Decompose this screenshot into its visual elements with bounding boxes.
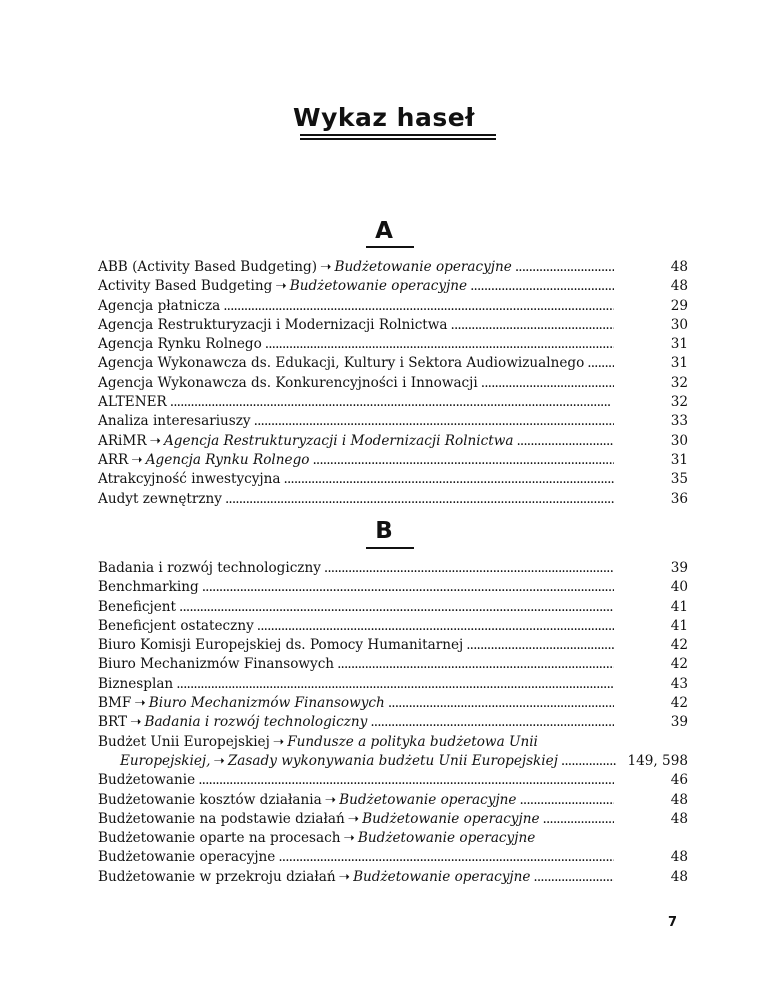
index-entry [98,694,688,713]
entry-term: Budżetowanie oparte na procesach [98,830,341,847]
entry-see-reference: Budżetowanie operacyjne [339,791,517,808]
entry-page: 36 [670,490,688,507]
dot-leader [284,470,614,489]
entry-page: 42 [670,695,688,712]
entry-label [98,752,558,771]
entry-page: 48 [670,791,688,808]
entry-term: Budżetowanie w przekroju działań [98,868,336,885]
entry-term: Agencja Wykonawcza ds. Konkurencyjności i Innowacji [98,374,478,391]
entry-term: Activity Based Budgeting [98,278,273,295]
entry-term: Beneficjent [98,598,176,615]
entry-page: 39 [670,714,688,731]
entry-label [98,297,220,316]
title-underline-second [300,138,496,140]
index-entry [98,733,688,752]
entry-term: Budżetowanie na podstawie działań [98,810,345,827]
entry-label [98,617,254,636]
entry-label [98,848,275,867]
entry-term: Agencja Wykonawcza ds. Edukacji, Kultury i Sektora Audiowizualnego [98,355,585,372]
entry-term: Biuro Komisji Europejskiej ds. Pomocy Humanitarnej [98,637,464,654]
dot-leader [466,636,613,655]
entry-page: 39 [670,560,688,576]
entry-term: Budżet Unii Europejskiej [98,733,270,750]
entry-label [98,675,173,694]
index-entry [98,316,688,335]
entry-label [98,733,538,752]
see-arrow-icon: ➝ [338,868,351,885]
page-title: Wykaz haseł [293,103,475,132]
dot-leader [170,393,614,412]
entry-term: Agencja Rynku Rolnego [98,336,262,353]
entry-term: Beneficjent ostateczny [98,617,254,634]
entry-label [98,451,309,470]
dot-leader [265,335,614,354]
entry-see-reference: Budżetowanie operacyjne [289,278,468,295]
dot-leader [533,868,613,887]
dot-leader [370,713,613,732]
index-entry [98,598,688,617]
entry-term: ARiMR [98,432,147,449]
entry-label [98,277,467,296]
entry-page: 41 [670,617,688,634]
entry-page: 42 [670,637,688,654]
dot-leader [198,771,614,790]
index-entry [98,451,688,470]
see-arrow-icon: ➝ [213,752,225,769]
entry-page: 31 [670,451,688,468]
dot-leader [179,598,614,617]
index-entry [98,829,688,848]
see-arrow-icon: ➝ [130,714,142,731]
index-section-b [98,559,688,887]
see-arrow-icon: ➝ [343,830,355,847]
page-number: 7 [668,915,678,930]
entry-label [98,393,167,412]
dot-leader [388,694,614,713]
dot-leader [202,578,614,597]
entry-label [98,470,281,489]
entry-page: 30 [670,316,688,333]
entry-page: 32 [670,394,688,411]
index-entry [98,868,688,887]
entry-see-reference: Agencja Restrukturyzacji i Modernizacji Rolnictwa [163,432,514,449]
entry-label [98,655,334,674]
entry-label [98,374,478,393]
dot-leader [257,617,614,636]
entry-term: Budżetowanie [98,772,196,789]
entry-term: Agencja Restrukturyzacji i Modernizacji Rolnictwa [98,316,448,333]
entry-page: 32 [670,374,688,391]
entry-page: 48 [670,259,688,275]
entry-term: ALTENER [98,394,167,411]
index-entry [98,636,688,655]
entry-label [98,810,540,829]
see-arrow-icon: ➝ [149,432,161,449]
section-letter-a: A [375,218,393,244]
dot-leader [451,316,614,335]
dot-leader [516,432,613,451]
see-arrow-icon: ➝ [134,695,146,712]
entry-page: 48 [670,278,688,295]
entry-term: Audyt zewnętrzny [98,490,222,507]
see-arrow-icon: ➝ [131,451,143,468]
dot-leader [481,374,614,393]
dot-leader [337,655,614,674]
entry-see-reference: Zasady wykonywania budżetu Unii Europejskiej [227,752,558,769]
entry-page: 41 [670,598,688,615]
index-entry [98,617,688,636]
dot-leader [223,297,613,316]
entry-page: 30 [670,432,688,449]
entry-term: Atrakcyjność inwestycyjna [98,471,281,488]
dot-leader [176,675,614,694]
entry-page: 33 [670,413,688,430]
dot-leader [312,451,613,470]
index-entry [98,393,688,412]
entry-page: 48 [670,810,688,827]
entry-term: ARR [98,451,129,468]
index-entry [98,675,688,694]
index-entry [98,578,688,597]
dot-leader [254,412,614,431]
section-letter-a-underline [366,246,414,248]
entry-page: 35 [670,471,688,488]
index-entry [98,752,688,771]
entry-label [98,713,367,732]
entry-term: Budżetowanie operacyjne [98,849,276,866]
entry-label [98,258,512,277]
entry-page: 42 [670,656,688,673]
entry-label [98,829,535,848]
entry-label [98,598,176,617]
entry-label [98,636,463,655]
entry-term: ABB (Activity Based Budgeting) [98,259,318,275]
entry-label [98,316,448,335]
index-entry [98,490,688,509]
index-entry [98,848,688,867]
see-arrow-icon: ➝ [347,810,360,827]
see-arrow-icon: ➝ [275,278,287,295]
entry-label [98,354,584,373]
entry-label [98,771,195,790]
entry-label [98,432,513,451]
entry-page: 46 [670,772,688,789]
index-entry [98,771,688,790]
index-entry [98,559,688,578]
see-arrow-icon: ➝ [320,259,332,275]
index-section-a [98,258,688,509]
entry-page: 40 [670,579,688,596]
entry-see-reference: Europejskiej, [120,752,211,769]
entry-label [98,412,251,431]
see-arrow-icon: ➝ [324,791,337,808]
index-entry [98,432,688,451]
entry-see-reference: Budżetowanie operacyjne [357,830,536,847]
entry-see-reference: Budżetowanie operacyjne [353,868,531,885]
entry-label [98,868,530,887]
section-letter-b-underline [366,547,414,549]
entry-page: 31 [670,355,688,372]
entry-see-reference: Fundusze a polityka budżetowa Unii [287,733,538,750]
entry-term: Budżetowanie kosztów działania [98,791,322,808]
index-entry [98,791,688,810]
index-entry [98,258,688,277]
entry-term: Badania i rozwój technologiczny [98,560,321,576]
entry-label [98,578,199,597]
entry-term: BRT [98,714,128,731]
entry-label [98,559,321,578]
index-entry [98,713,688,732]
entry-term: Analiza interesariuszy [98,413,251,430]
entry-term: Agencja płatnicza [98,297,221,314]
see-arrow-icon: ➝ [272,733,285,750]
entry-label [98,791,516,810]
entry-page: 149, 598 [627,752,688,769]
entry-page: 48 [670,849,688,866]
index-entry [98,374,688,393]
dot-leader [225,490,614,509]
index-entry [98,277,688,296]
entry-term: Biuro Mechanizmów Finansowych [98,656,335,673]
entry-term: BMF [98,695,132,712]
entry-page: 31 [670,336,688,353]
entry-see-reference: Badania i rozwój technologiczny [144,714,368,731]
index-entry [98,655,688,674]
index-entry [98,470,688,489]
entry-label [98,490,222,509]
entry-see-reference: Agencja Rynku Rolnego [145,451,310,468]
dot-leader [543,810,614,829]
section-letter-b: B [375,518,393,544]
dot-leader [324,559,614,578]
entry-page: 43 [670,675,688,692]
index-entry [98,335,688,354]
entry-see-reference: Budżetowanie operacyjne [362,810,540,827]
title-underline [300,134,496,136]
entry-label [98,335,262,354]
entry-see-reference: Budżetowanie operacyjne [334,259,512,275]
entry-label [98,694,385,713]
index-entry [98,810,688,829]
entry-term: Benchmarking [98,579,199,596]
entry-page: 29 [670,297,688,314]
index-entry [98,297,688,316]
dot-leader [561,752,617,771]
dot-leader [587,354,613,373]
entry-see-reference: Biuro Mechanizmów Finansowych [148,695,385,712]
index-entry [98,412,688,431]
entry-page: 48 [670,868,688,885]
entry-term: Biznesplan [98,675,174,692]
dot-leader [515,258,614,277]
dot-leader [470,277,614,296]
dot-leader [278,848,613,867]
index-entry [98,354,688,373]
dot-leader [519,791,613,810]
